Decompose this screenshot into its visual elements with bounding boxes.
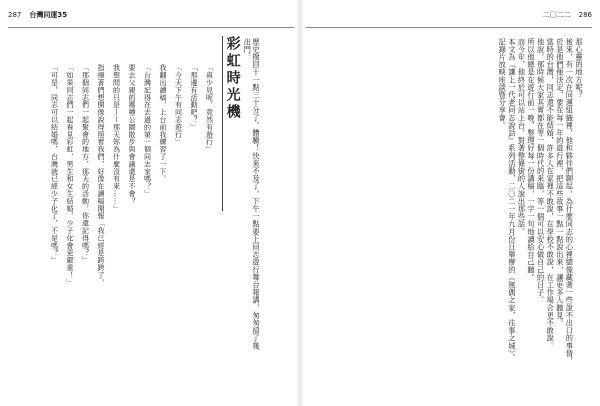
body-line: 那心靈的地方呢？ <box>575 38 584 99</box>
body-line: 記錄片放映座談暨分享會。 <box>498 38 508 130</box>
left-dialogue-block <box>46 64 217 286</box>
left-running-header <box>8 7 67 23</box>
body-line: 當時的台灣，同志還不能結婚，許多人在家裡不敢說，在學校不敢說，在工作場合更不敢說。 <box>546 38 556 350</box>
dialogue-line: 「那個同志們一起聚會的地方，那天的活動，你還記得嗎？」 <box>81 64 90 264</box>
right-year-label: 二〇二二 <box>542 11 571 19</box>
chapter-title: 彩虹時光機 <box>224 36 241 121</box>
dialogue-line: 要去父親的哪種公園散步與會議還是不會？ <box>128 64 136 205</box>
right-body-text <box>498 38 584 365</box>
right-running-header <box>543 7 592 23</box>
dialogue-line: 「今天下午有同志遊行」 <box>174 64 183 146</box>
dialogue-line: 我想問的只是——那天妳為什麼沒有來……」 <box>112 64 121 212</box>
body-line: 他說，那時候大家其實都在等一個時代的來臨，等一個可以安心做自己的日子。 <box>536 38 546 304</box>
book-gutter <box>296 0 304 406</box>
body-line: 所以他總是在遊行前一晚，整理好每一份講稿，一字一句地讀給自己聽。 <box>527 38 537 282</box>
left-page-number: 287 <box>8 11 22 19</box>
body-line: 於是他們便決定，要在每一年的遊行裡，把這些故事一點一點說出來，讓更多人聽見。 <box>555 38 565 327</box>
body-line: 出門。 <box>243 38 253 61</box>
right-header-rule <box>306 27 592 28</box>
dialogue-line: 指揮著們想開像說得照着我們，好像在讀稿開報「我已經是跨跨了。 <box>97 64 105 286</box>
left-body-text <box>243 38 260 350</box>
dialogue-line: 「如果同志們一起看見彩虹，男生和女生結婚，少子化會更嚴重！」 <box>66 64 74 286</box>
dialogue-line: 「可是，同志可以結婚嗎，台灣就已經少子化了，不是嗎？」 <box>50 64 59 264</box>
right-page-number: 286 <box>578 11 592 19</box>
left-header-rule <box>8 27 294 28</box>
body-line: 本文為『讓上一代老同志說話』系列活動，二〇二一年九月份日舉辦的《無偶之家，往事之城》。 <box>507 38 517 362</box>
body-line: 歷史撥回十一點三十分了。體驗！快來不及了。下午一點要上同志遊行舞台報講，匆匆掃了幾 <box>252 38 261 350</box>
dialogue-line: 我翻出讀稿，上台前我練習了一下。 <box>159 64 167 183</box>
body-line: 後來，有一次在同運組織裡，他和夥伴們聊起，為什麼同志的心裡總像藏著一些說不出口的事情， <box>565 38 575 365</box>
chapter-title-rule <box>222 36 223 211</box>
dialogue-line: 「那邊有活動吧？」 <box>190 64 198 131</box>
dialogue-line: 「台灣記得在去過的第一個同志家嗎？」 <box>143 64 152 198</box>
dialogue-line: 「真少見呢，竟然有遊行」 <box>205 64 214 153</box>
left-book-title: 台灣同運35 <box>29 11 68 19</box>
body-line: 而今年，他終於可以站上台，對著整條街的人說出那些話。 <box>517 38 527 236</box>
